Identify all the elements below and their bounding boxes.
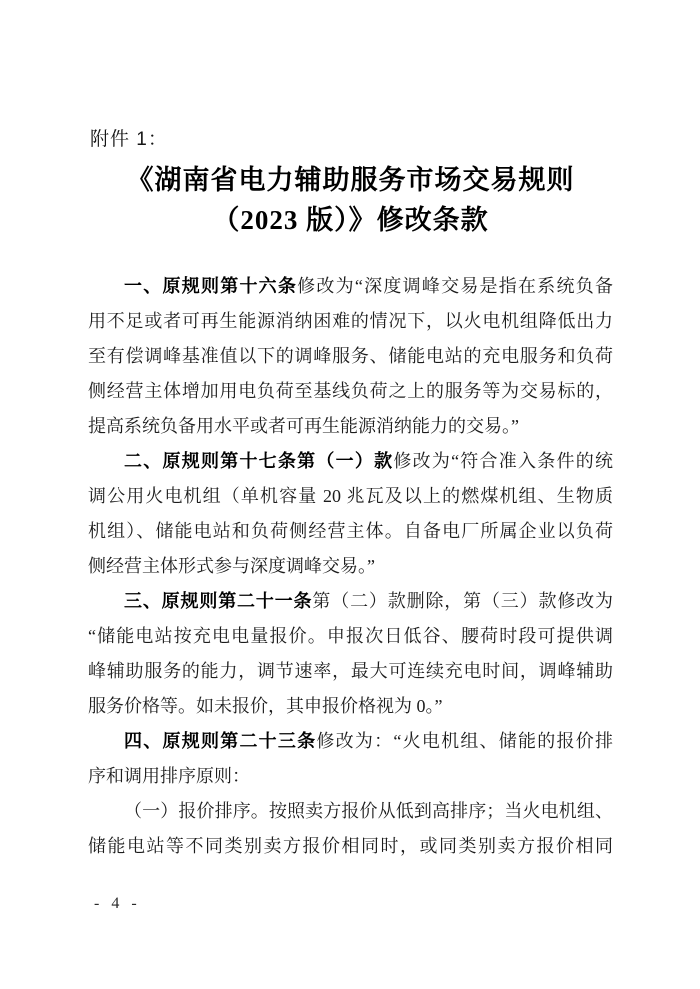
line-text: 机组）、储能电站和负荷侧经营主体。自备电厂所属企业以负荷 [88, 521, 613, 541]
attachment-label: 附件 1： [90, 129, 168, 150]
clause-4-lead: 四、原规则第二十三条 [124, 731, 317, 751]
line-text: 提高系统负备用水平或者可再生能源消纳能力的交易。” [88, 416, 519, 436]
document-title-line1: 《湖南省电力辅助服务市场交易规则 [126, 165, 575, 195]
clause-3-lead: 三、原规则第二十一条 [124, 591, 313, 611]
line-text: 至有偿调峰基准值以下的调峰服务、储能电站的充电服务和负荷 [88, 346, 613, 366]
body-line-17 [88, 829, 613, 864]
body-line-15 [88, 759, 613, 794]
line-text: 峰辅助服务的能力，调节速率，最大可连续充电时间，调峰辅助 [88, 661, 613, 681]
body-line-12 [88, 654, 613, 689]
line-text: 修改为“深度调峰交易是指在系统负备 [297, 276, 613, 296]
body-line-10 [88, 584, 613, 619]
line-text: 服务价格等。如未报价，其申报价格视为 0。” [88, 696, 443, 716]
line-text: 修改为“符合准入条件的统 [393, 451, 613, 471]
line-text: 侧经营主体增加用电负荷至基线负荷之上的服务等为交易标的， [88, 381, 613, 401]
line-text: 第（二）款删除，第（三）款修改为 [312, 591, 614, 611]
body-line-13 [88, 689, 613, 724]
body-line-9 [88, 549, 613, 584]
line-text: 序和调用排序原则： [88, 766, 250, 786]
body-line-16 [88, 794, 613, 829]
body-line-4 [88, 374, 613, 409]
body-line-6 [88, 444, 613, 479]
body-line-1 [88, 269, 613, 304]
clause-2-lead: 二、原规则第十七条第（一）款 [124, 451, 394, 471]
line-text: 储能电站等不同类别卖方报价相同时，或同类别卖方报价相同 [88, 836, 613, 856]
body-line-3 [88, 339, 613, 374]
document-body [88, 269, 613, 864]
line-text: 用不足或者可再生能源消纳困难的情况下，以火电机组降低出力 [88, 311, 613, 331]
body-line-11 [88, 619, 613, 654]
document-title [88, 160, 613, 240]
page-number: - 4 - [94, 895, 141, 912]
body-line-2 [88, 304, 613, 339]
line-text: 修改为：“火电机组、储能的报价排 [316, 731, 613, 751]
line-text: 侧经营主体形式参与深度调峰交易。” [88, 556, 375, 576]
body-line-7 [88, 479, 613, 514]
line-text: 调公用火电机组（单机容量 20 兆瓦及以上的燃煤机组、生物质 [88, 486, 613, 506]
line-text: （一）报价排序。按照卖方报价从低到高排序；当火电机组、 [124, 801, 613, 821]
clause-1-lead: 一、原规则第十六条 [124, 276, 298, 296]
line-text: “储能电站按充电电量报价。申报次日低谷、腰荷时段可提供调 [88, 626, 613, 646]
body-line-8 [88, 514, 613, 549]
body-line-14 [88, 724, 613, 759]
document-title-line2: （2023 版）》修改条款 [212, 205, 489, 235]
body-line-5 [88, 409, 613, 444]
